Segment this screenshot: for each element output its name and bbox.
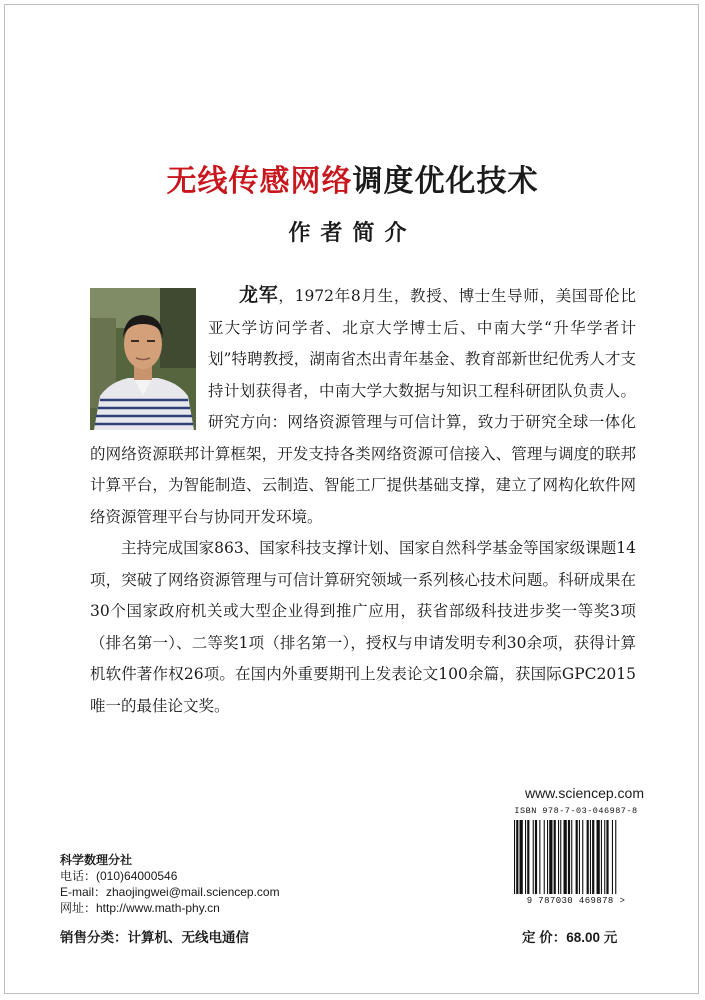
publisher-name: 科学数理分社 [60,853,133,867]
barcode-bar [597,820,600,894]
barcode-bar [576,820,578,894]
barcode-bar [568,820,570,894]
author-bio [90,280,636,722]
publisher-phone: 电话：(010)64000546 [60,869,178,883]
book-title [0,156,705,200]
barcode-digits: 9 787030 469878 > [526,896,626,906]
barcode-bar [590,820,591,894]
book-price: 定 价：68.00 元 [522,930,618,945]
barcode-bar [516,820,518,894]
author-achievements: 主持完成国家863、国家科技支撑计划、国家自然科学基金等国家级课题14项，突破了网络资源管理与可信计算研究领域一系列核心技术问题。科研成果在30个国家政府机关或大型企业得到推广应用，获省部级科技进步奖一等奖3项（排名第一）、二等奖1项（排名第一），授权与申请发明专利30余项，获得计算机软件著作权26项。在国内外重要期刊上发表论文100余篇，获国际GPC2015唯一的最佳论文奖。 [90,539,636,715]
barcode-bar [554,820,556,894]
barcode-bar [539,820,540,894]
publisher-email: E-mail：zhaojingwei@mail.sciencep.com [60,885,280,899]
isbn-label: ISBN 978-7-03-046987-8 [514,806,638,816]
barcode-bar [520,820,523,894]
barcode-bar [560,820,561,894]
barcode-bar [533,820,534,894]
barcode-bar [549,820,552,894]
isbn-barcode [508,806,644,910]
publisher-info [60,852,280,916]
barcode-bars [508,820,644,896]
barcode-bar [604,820,605,894]
barcode-bar [514,820,515,894]
publisher-url: 网址：http://www.math-phy.cn [60,901,220,915]
barcode-bar [571,820,572,894]
author-bio-text: ，1972年8月生，教授、博士生导师，美国哥伦比亚大学访问学者、北京大学博士后、中南大学“升华学者计划”特聘教授，湖南省杰出青年基金、教育部新世纪优秀人才支持计划获得者，中南大学大数据与知识工程科研团队负责人。研究方向：网络资源管理与可信计算，致力于研究全球一体化的网络资源联邦计算框架，开发支持各类网络资源可信接入、管理与调度的联邦计算平台，为智能制造、云制造、智能工厂提供基础支撑，建立了网构化软件网络资源管理平台与协同开发环境。 [90,287,636,526]
barcode-bar [558,820,559,894]
barcode-bar [547,820,548,894]
sales-category: 销售分类：计算机、无线电通信 [60,930,249,945]
publisher-website: www.sciencep.com [524,785,644,801]
barcode-bar [527,820,529,894]
barcode-bar [544,820,545,894]
barcode-bar [582,820,583,894]
barcode-bar [579,820,580,894]
barcode-bar [601,820,602,894]
title-highlight: 无线传感网络 [166,164,353,199]
barcode-bar [564,820,567,894]
section-heading: 作者简介 [288,220,417,246]
author-name: 龙军 [239,284,279,306]
title-rest: 调度优化技术 [352,164,539,199]
barcode-bar [587,820,589,894]
barcode-bar [535,820,537,894]
barcode-bar [606,820,608,894]
barcode-bar [612,820,613,894]
author-photo [90,288,196,430]
barcode-bar [592,820,594,894]
barcode-bar [615,820,616,894]
barcode-bar [525,820,526,894]
